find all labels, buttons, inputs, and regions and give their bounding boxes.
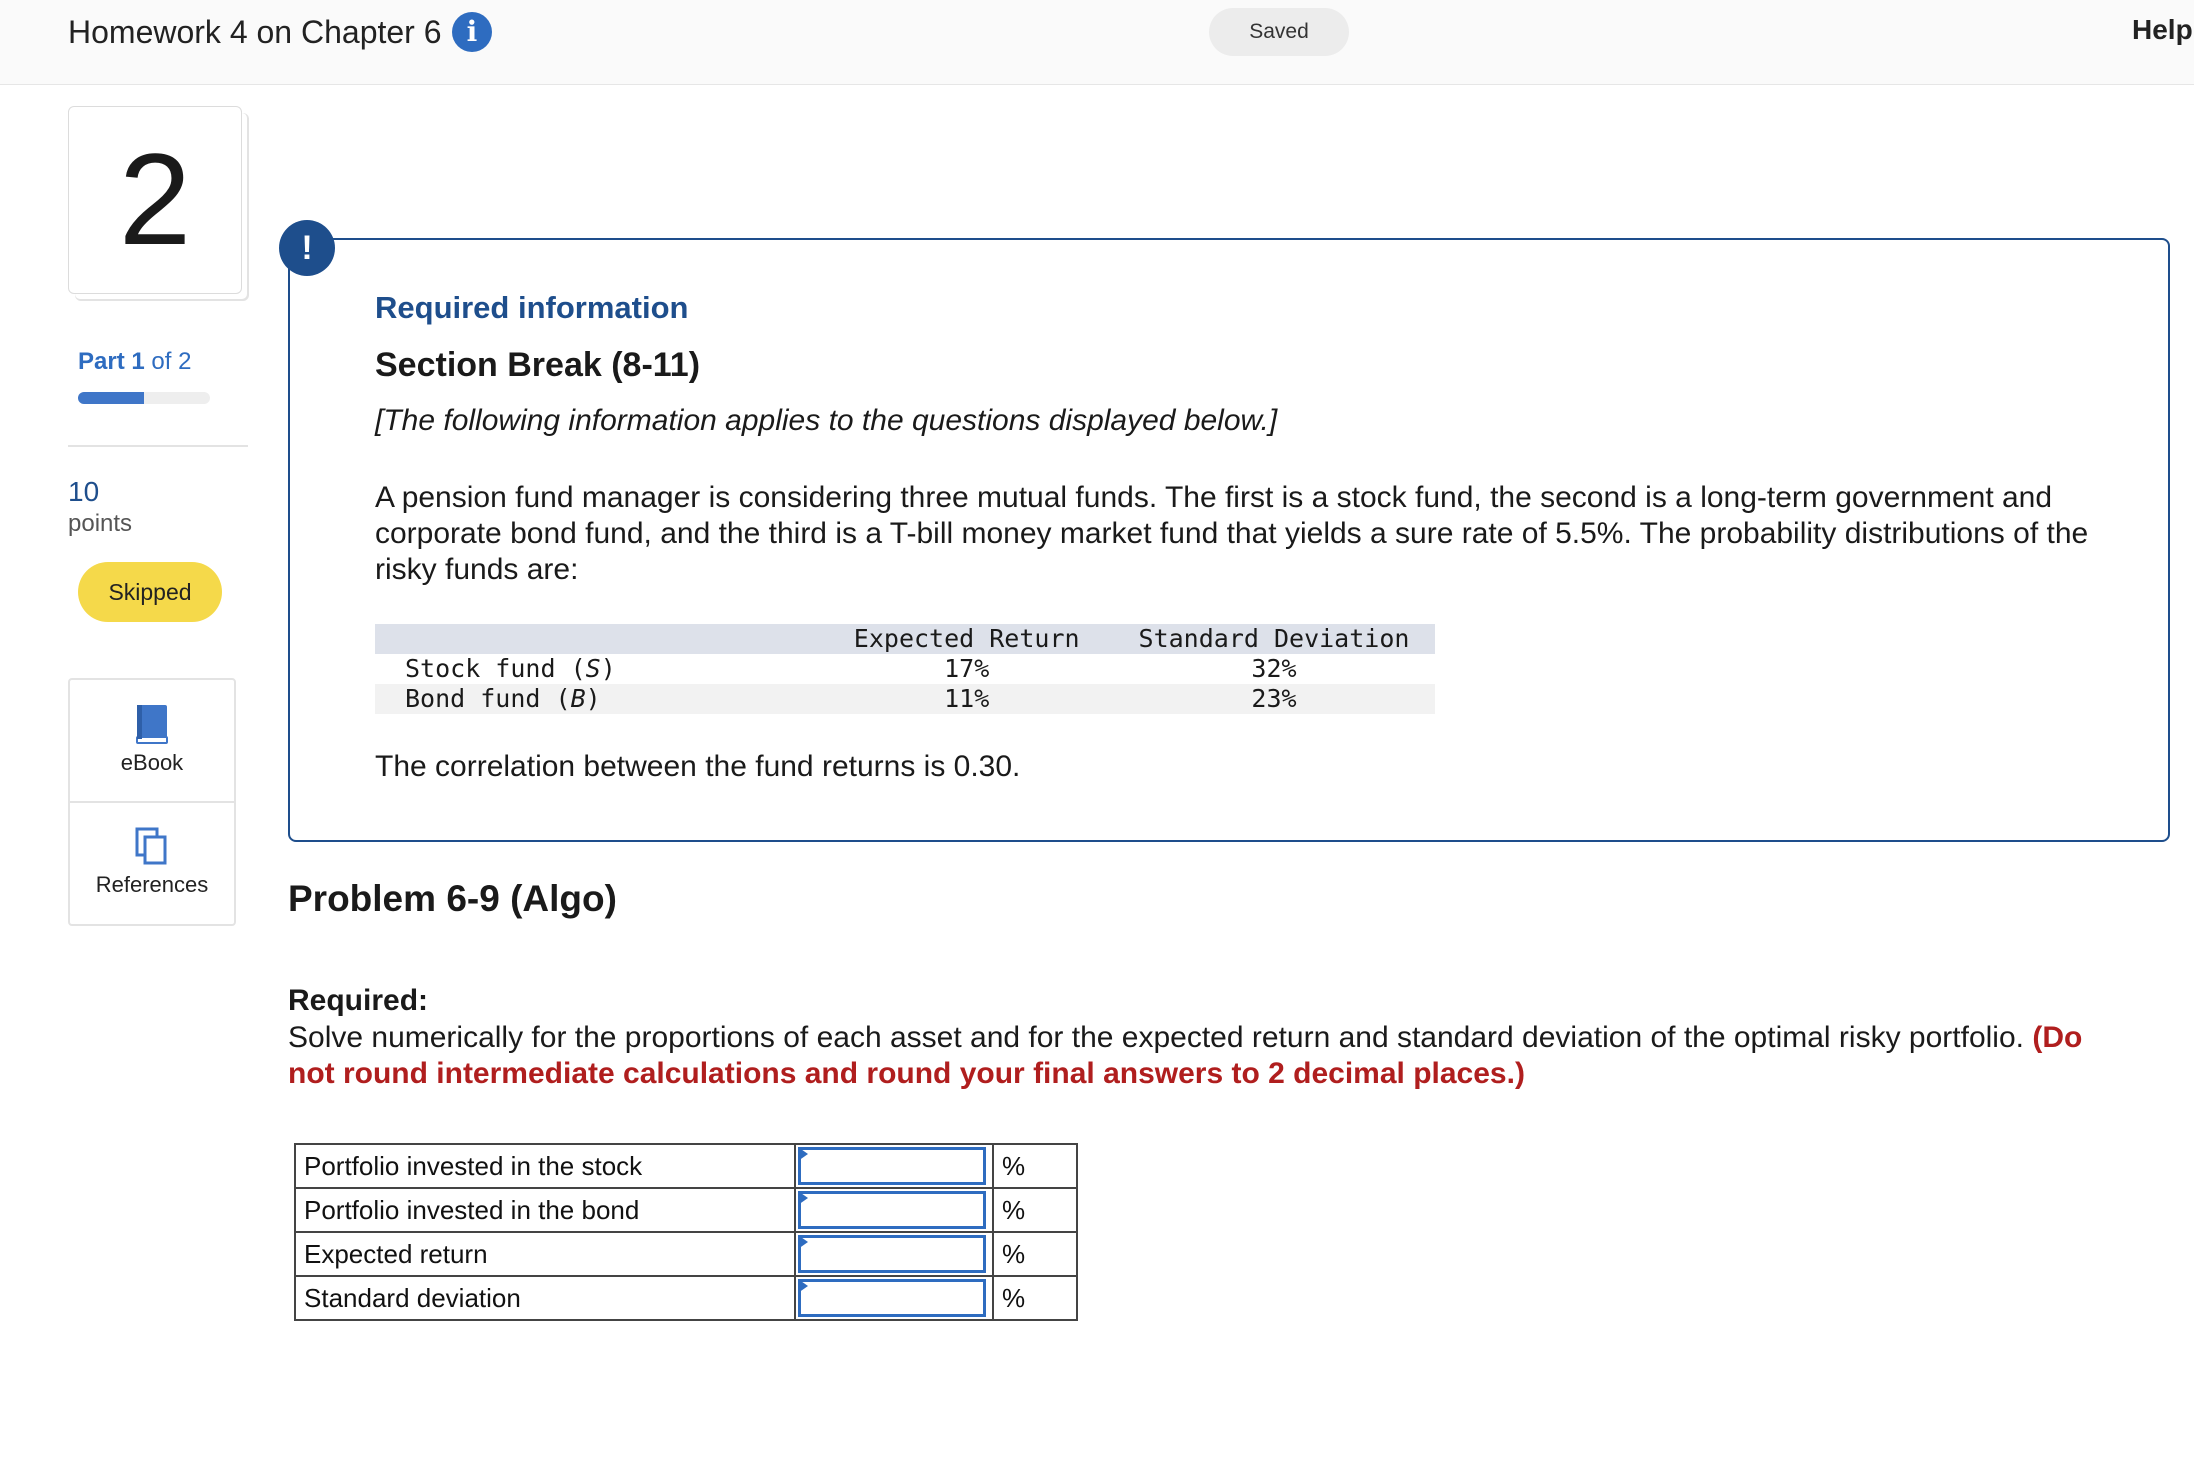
- fund-symbol: S: [585, 654, 601, 683]
- fund-name-close: ): [600, 654, 616, 683]
- part-progress-bar: [78, 392, 210, 404]
- expected-return-value: 17%: [944, 654, 990, 683]
- references-label: References: [95, 872, 209, 897]
- input-flag-icon: [798, 1279, 808, 1293]
- points-value: 10: [68, 476, 100, 507]
- section-title: Section Break (8-11): [375, 346, 701, 384]
- fund-name-text: Bond fund (: [405, 684, 571, 713]
- top-header: [0, 0, 2194, 85]
- table-row: [375, 684, 1435, 714]
- book-icon: [134, 704, 170, 744]
- intro-paragraph: A pension fund manager is considering three mutual funds. The first is a stock fund, the second is a long-term government and corporate bond fund, and the third is a T-bill money market fund that yields a sure rate of 5.5%. The probability distributions of the risky funds are:: [375, 481, 2089, 586]
- answer-unit: %: [993, 1144, 1077, 1188]
- std-dev-value: 32%: [1251, 654, 1297, 683]
- required-text: [288, 1020, 2128, 1092]
- required-info-box: [288, 238, 2170, 842]
- answer-row: [295, 1232, 1077, 1276]
- bond-proportion-input[interactable]: [798, 1191, 986, 1229]
- answer-label: Portfolio invested in the bond: [295, 1188, 795, 1232]
- info-icon[interactable]: i: [452, 12, 492, 52]
- part-total: of 2: [151, 348, 192, 375]
- ebook-button[interactable]: [70, 680, 234, 803]
- sidebar-divider: [68, 445, 248, 447]
- input-flag-icon: [798, 1235, 808, 1249]
- answer-cell: [795, 1188, 993, 1232]
- table-header-blank: [375, 624, 820, 654]
- table-header-row: [375, 624, 1435, 654]
- answer-label: Expected return: [295, 1232, 795, 1276]
- answer-cell: [795, 1144, 993, 1188]
- rounding-instruction: (Do not round intermediate calculations and round your final answers to 2 decimal places.): [288, 1021, 2083, 1090]
- status-badge: Skipped: [78, 562, 222, 622]
- part-progress-fill: [78, 392, 144, 404]
- question-number: 2: [118, 126, 192, 272]
- answer-row: [295, 1188, 1077, 1232]
- stock-proportion-input[interactable]: [798, 1147, 986, 1185]
- input-flag-icon: [798, 1191, 808, 1205]
- required-label: Required:: [288, 984, 429, 1017]
- answer-unit: %: [993, 1232, 1077, 1276]
- problem-title: Problem 6-9 (Algo): [288, 878, 617, 919]
- points-label: points: [68, 510, 133, 537]
- expected-return-input[interactable]: [798, 1235, 986, 1273]
- references-button[interactable]: [70, 802, 234, 923]
- answer-unit: %: [993, 1188, 1077, 1232]
- required-info-heading: Required information: [375, 290, 689, 325]
- correlation-text: The correlation between the fund returns is 0.30.: [375, 750, 1021, 783]
- copy-icon: [134, 826, 170, 866]
- fund-distribution-table: [375, 624, 1435, 714]
- part-current: 1: [131, 348, 145, 375]
- alert-icon: !: [279, 220, 335, 276]
- fund-name: [375, 654, 820, 684]
- table-header-expected-return: Expected Return: [853, 624, 1080, 653]
- question-number-card[interactable]: [68, 106, 242, 294]
- answer-unit: %: [993, 1276, 1077, 1320]
- help-link[interactable]: Help: [2132, 14, 2193, 45]
- std-dev-input[interactable]: [798, 1279, 986, 1317]
- fund-name-text: Stock fund (: [405, 654, 586, 683]
- answer-row: [295, 1276, 1077, 1320]
- required-description: Solve numerically for the proportions of each asset and for the expected return and standard deviation of the optimal risky portfolio.: [288, 1021, 2024, 1054]
- saved-status: Saved: [1209, 8, 1349, 56]
- answer-cell: [795, 1276, 993, 1320]
- table-row: [375, 654, 1435, 684]
- ebook-label: eBook: [120, 750, 184, 775]
- table-header-std-dev: Standard Deviation: [1138, 624, 1410, 653]
- answer-label: Standard deviation: [295, 1276, 795, 1320]
- std-dev-value: 23%: [1251, 684, 1297, 713]
- part-indicator: [78, 348, 191, 376]
- answer-row: [295, 1144, 1077, 1188]
- expected-return-value: 11%: [944, 684, 990, 713]
- applies-note: [The following information applies to the questions displayed below.]: [375, 404, 1278, 437]
- tools-panel: [68, 678, 236, 926]
- answer-label: Portfolio invested in the stock: [295, 1144, 795, 1188]
- answer-table: [294, 1143, 1078, 1321]
- fund-name: [375, 684, 820, 714]
- fund-name-close: ): [585, 684, 601, 713]
- assignment-title: Homework 4 on Chapter 6: [68, 14, 442, 50]
- fund-symbol: B: [570, 684, 586, 713]
- part-prefix: Part: [78, 348, 125, 375]
- answer-cell: [795, 1232, 993, 1276]
- input-flag-icon: [798, 1147, 808, 1161]
